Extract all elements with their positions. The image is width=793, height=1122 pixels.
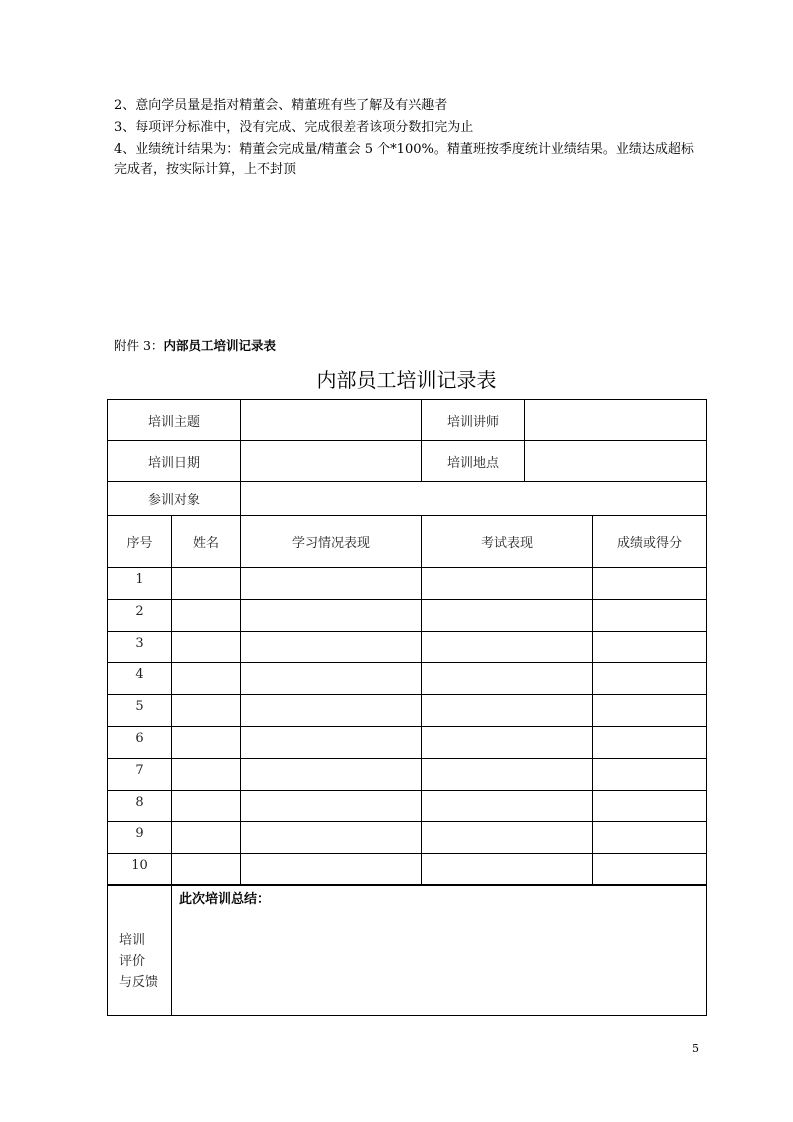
summary-label: 此次培训总结： [179,892,271,907]
annex-caption [114,336,276,354]
row-name-field[interactable] [171,599,241,632]
col-header-no: 序号 [107,515,172,568]
col-header-exam: 考试表现 [421,515,593,568]
row-score-field[interactable] [592,821,707,854]
row-exam-field[interactable] [421,599,593,632]
date-field[interactable] [240,440,422,482]
instructor-label: 培训讲师 [421,399,525,441]
note-4: 4、业绩统计结果为：精董会完成量/精董会 5 个*100%。精董班按季度统计业绩结果。业绩达成超标完成者，按实际计算，上不封顶 [114,142,694,177]
participants-field[interactable] [240,481,707,516]
participants-label: 参训对象 [107,481,241,516]
row-study-field[interactable] [240,599,422,632]
date-label: 培训日期 [107,440,241,482]
row-study-field[interactable] [240,694,422,727]
row-study-field[interactable] [240,758,422,791]
row-name-field[interactable] [171,567,241,600]
row-exam-field[interactable] [421,758,593,791]
row-exam-field[interactable] [421,567,593,600]
row-name-field[interactable] [171,821,241,854]
row-name-field[interactable] [171,790,241,822]
row-exam-field[interactable] [421,853,593,886]
row-no: 5 [107,694,172,727]
row-exam-field[interactable] [421,694,593,727]
location-label: 培训地点 [421,440,525,482]
topic-label: 培训主题 [107,399,241,441]
row-study-field[interactable] [240,726,422,759]
feedback-label [119,930,158,993]
col-header-name: 姓名 [171,515,241,568]
instructor-field[interactable] [524,399,707,441]
topic-field[interactable] [240,399,422,441]
row-name-field[interactable] [171,758,241,791]
row-study-field[interactable] [240,790,422,822]
row-no: 4 [107,662,172,695]
note-3: 3、每项评分标准中，没有完成、完成很差者该项分数扣完为止 [114,120,474,135]
row-score-field[interactable] [592,662,707,695]
row-exam-field[interactable] [421,821,593,854]
row-study-field[interactable] [240,662,422,695]
row-no: 9 [107,821,172,854]
row-name-field[interactable] [171,662,241,695]
col-header-study: 学习情况表现 [240,515,422,568]
row-no: 2 [107,599,172,632]
annex-prefix: 附件 3： [114,338,164,353]
row-name-field[interactable] [171,853,241,886]
location-field[interactable] [524,440,707,482]
annex-name: 内部员工培训记录表 [163,338,276,353]
row-no: 6 [107,726,172,759]
row-exam-field[interactable] [421,726,593,759]
row-no: 7 [107,758,172,791]
row-study-field[interactable] [240,631,422,663]
row-no: 8 [107,790,172,822]
row-exam-field[interactable] [421,662,593,695]
row-study-field[interactable] [240,821,422,854]
row-name-field[interactable] [171,631,241,663]
feedback-label-line: 评价 [119,954,146,969]
row-score-field[interactable] [592,631,707,663]
row-score-field[interactable] [592,599,707,632]
row-score-field[interactable] [592,694,707,727]
row-score-field[interactable] [592,726,707,759]
row-name-field[interactable] [171,694,241,727]
col-header-score: 成绩或得分 [592,515,707,568]
row-score-field[interactable] [592,758,707,791]
row-study-field[interactable] [240,853,422,886]
row-name-field[interactable] [171,726,241,759]
feedback-label-line: 与反馈 [119,975,159,990]
row-score-field[interactable] [592,790,707,822]
page-number: 5 [692,1042,699,1055]
row-score-field[interactable] [592,853,707,886]
row-exam-field[interactable] [421,631,593,663]
row-no: 10 [107,853,172,886]
row-no: 1 [107,567,172,600]
row-no: 3 [107,631,172,663]
feedback-label-line: 培训 [119,933,146,948]
row-exam-field[interactable] [421,790,593,822]
row-study-field[interactable] [240,567,422,600]
note-2: 2、意向学员量是指对精董会、精董班有些了解及有兴趣者 [114,98,448,113]
form-title: 内部员工培训记录表 [316,368,497,392]
row-score-field[interactable] [592,567,707,600]
